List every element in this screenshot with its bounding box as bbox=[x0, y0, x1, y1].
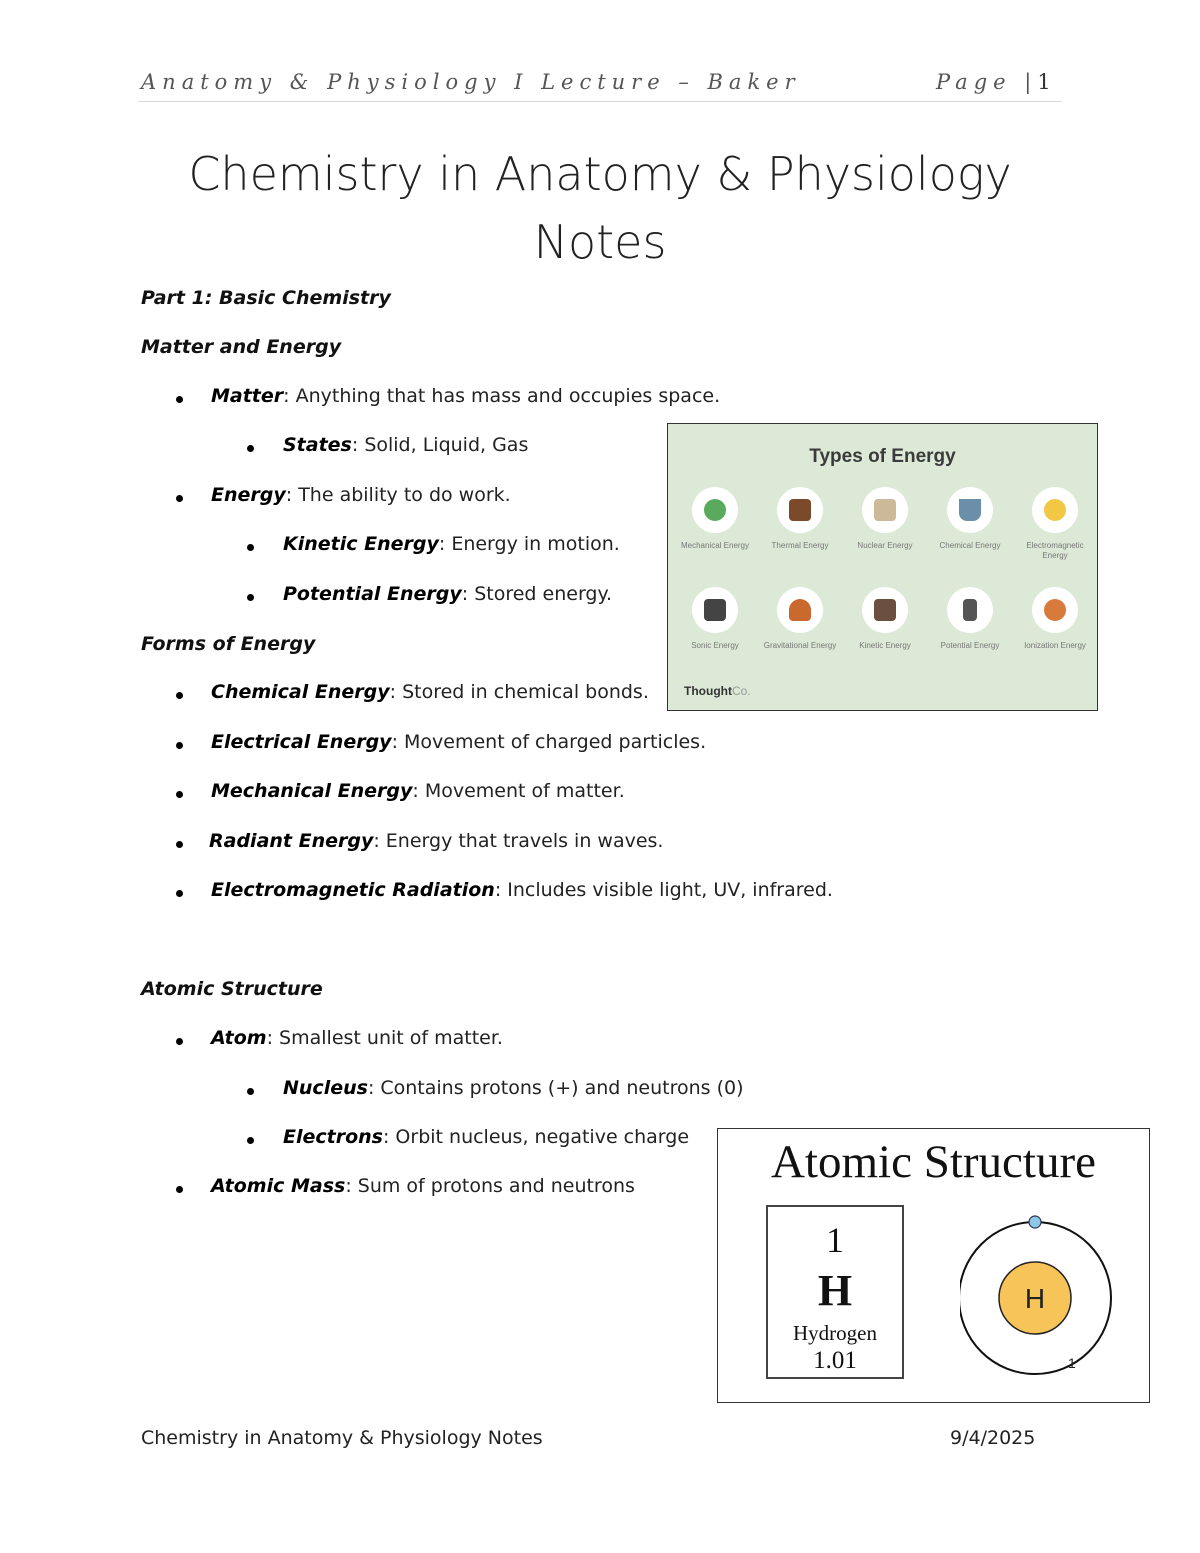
sonic-energy-icon bbox=[692, 587, 738, 633]
list-item-electrons: Electrons: Orbit nucleus, negative charge bbox=[283, 1126, 690, 1148]
footer-document-title: Chemistry in Anatomy & Physiology Notes bbox=[141, 1427, 543, 1449]
list-item-mechanical: Mechanical Energy: Movement of matter. bbox=[211, 780, 625, 802]
label-kinetic: Kinetic Energy bbox=[859, 641, 911, 650]
list-item-electromagnetic: Electromagnetic Radiation: Includes visible light, UV, infrared. bbox=[211, 879, 833, 901]
list-item-energy: Energy: The ability to do work. bbox=[211, 484, 511, 506]
bullet bbox=[176, 791, 183, 798]
figure-title: Types of Energy bbox=[809, 446, 956, 467]
bullet bbox=[176, 1038, 183, 1045]
list-item-atomic-mass: Atomic Mass: Sum of protons and neutrons bbox=[211, 1175, 635, 1197]
label-ionization: Ionization Energy bbox=[1024, 641, 1086, 650]
atomic-structure-figure bbox=[717, 1128, 1150, 1403]
forms-heading: Forms of Energy bbox=[141, 633, 316, 655]
nuclear-energy-icon bbox=[862, 487, 908, 533]
footer-date: 9/4/2025 bbox=[950, 1427, 1036, 1449]
list-item-atom: Atom: Smallest unit of matter. bbox=[211, 1027, 503, 1049]
label-mechanical: Mechanical Energy bbox=[680, 541, 750, 550]
kinetic-energy-icon bbox=[862, 587, 908, 633]
header-divider bbox=[138, 101, 1062, 102]
list-item-electrical: Electrical Energy: Movement of charged particles. bbox=[211, 731, 707, 753]
gravitational-energy-icon bbox=[777, 587, 823, 633]
potential-energy-icon bbox=[947, 587, 993, 633]
part-heading: Part 1: Basic Chemistry bbox=[141, 287, 391, 309]
bullet bbox=[247, 594, 254, 601]
label-electromagnetic: Electromagnetic Energy bbox=[1026, 541, 1084, 560]
label-chemical: Chemical Energy bbox=[939, 541, 1001, 550]
list-item-kinetic: Kinetic Energy: Energy in motion. bbox=[283, 533, 620, 555]
element-symbol: H bbox=[817, 1266, 853, 1315]
list-item-nucleus: Nucleus: Contains protons (+) and neutrons (0) bbox=[283, 1077, 744, 1099]
label-gravitational: Gravitational Energy bbox=[763, 641, 837, 650]
page-title bbox=[140, 140, 1060, 276]
bullet bbox=[247, 1088, 254, 1095]
list-item-states: States: Solid, Liquid, Gas bbox=[283, 434, 529, 456]
list-item-potential: Potential Energy: Stored energy. bbox=[283, 583, 613, 605]
chemical-energy-icon bbox=[947, 487, 993, 533]
list-item-radiant: Radiant Energy: Energy that travels in waves. bbox=[209, 830, 664, 852]
bullet bbox=[247, 1137, 254, 1144]
figure-title: Atomic Structure bbox=[770, 1136, 1096, 1188]
label-sonic: Sonic Energy bbox=[691, 641, 739, 650]
title-line-2: Notes bbox=[533, 215, 667, 269]
shell-count: 1 bbox=[1068, 1355, 1076, 1371]
nucleus-label: H bbox=[1024, 1283, 1046, 1314]
bullet bbox=[176, 1186, 183, 1193]
bullet bbox=[247, 445, 254, 452]
header-page-number: Page |1 bbox=[936, 70, 1051, 94]
electron bbox=[1029, 1216, 1041, 1228]
header-page-label: Page bbox=[936, 70, 1012, 94]
electromagnetic-energy-icon bbox=[1032, 487, 1078, 533]
types-of-energy-figure bbox=[667, 423, 1098, 711]
bohr-model-diagram bbox=[960, 1213, 1130, 1383]
thermal-energy-icon bbox=[777, 487, 823, 533]
header-course-title: Anatomy & Physiology I Lecture – Baker bbox=[141, 70, 801, 94]
title-line-1: Chemistry in Anatomy & Physiology bbox=[188, 147, 1012, 201]
atomic-mass: 1.01 bbox=[813, 1347, 857, 1374]
element-name: Hydrogen bbox=[793, 1321, 877, 1345]
matter-energy-heading: Matter and Energy bbox=[141, 336, 342, 358]
bullet bbox=[176, 495, 183, 502]
periodic-table-cell bbox=[766, 1205, 904, 1379]
list-item-chemical: Chemical Energy: Stored in chemical bonds. bbox=[211, 681, 649, 703]
bullet bbox=[247, 544, 254, 551]
atomic-number: 1 bbox=[826, 1220, 844, 1260]
label-thermal: Thermal Energy bbox=[771, 541, 829, 550]
bullet bbox=[176, 396, 183, 403]
list-item-matter: Matter: Anything that has mass and occupies space. bbox=[211, 385, 721, 407]
atomic-structure-heading: Atomic Structure bbox=[141, 978, 323, 1000]
ionization-energy-icon bbox=[1032, 587, 1078, 633]
mechanical-energy-icon bbox=[692, 487, 738, 533]
bullet bbox=[176, 841, 183, 848]
label-nuclear: Nuclear Energy bbox=[857, 541, 913, 550]
label-potential: Potential Energy bbox=[940, 641, 1000, 650]
bullet bbox=[176, 890, 183, 897]
bullet bbox=[176, 692, 183, 699]
bullet bbox=[176, 742, 183, 749]
page-number: 1 bbox=[1037, 70, 1051, 94]
thoughtco-logo: ThoughtCo. bbox=[684, 684, 751, 698]
